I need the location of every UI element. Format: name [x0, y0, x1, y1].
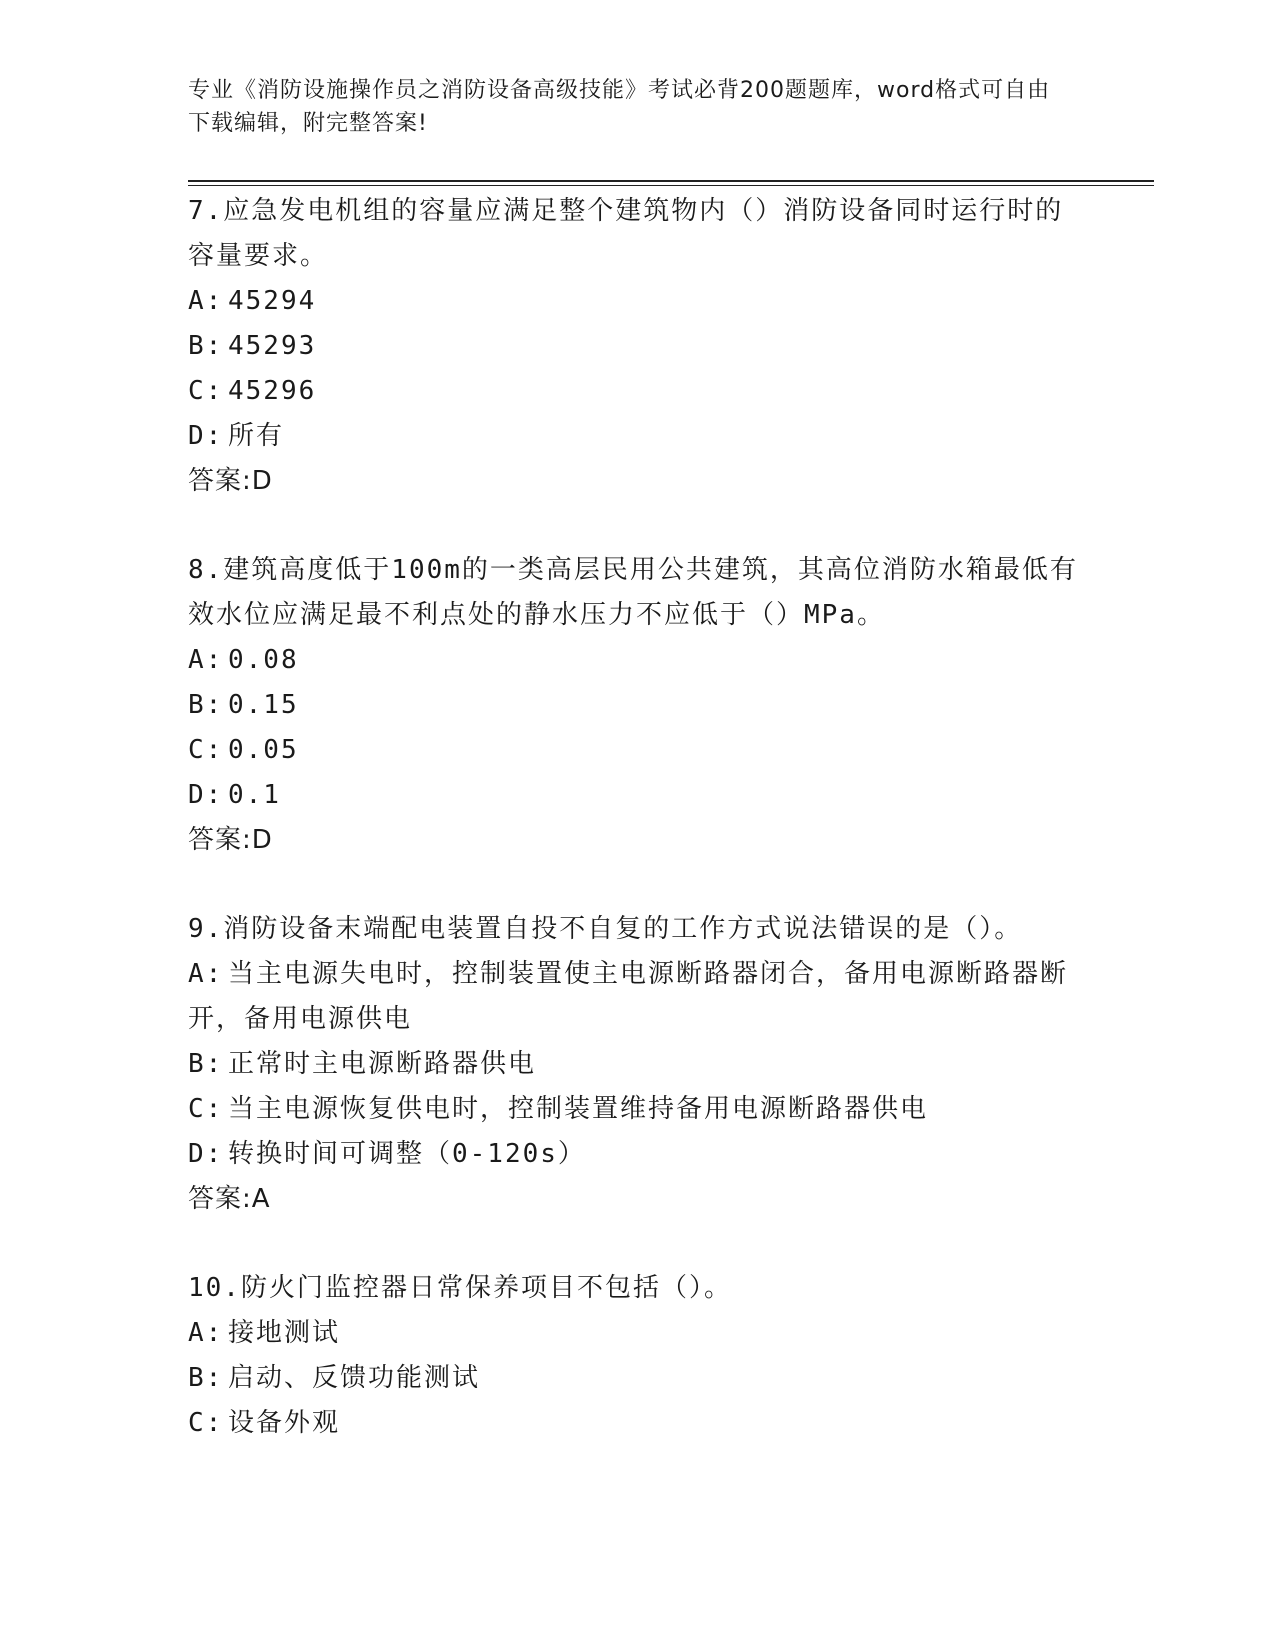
option-text: 所有 — [228, 421, 285, 451]
option-letter: D: — [188, 421, 224, 451]
option-text: 45296 — [228, 376, 317, 406]
answer-value: A — [251, 1184, 271, 1214]
option-b — [188, 1042, 1088, 1087]
option-text: 正常时主电源断路器供电 — [228, 1049, 537, 1079]
option-b — [188, 1356, 1088, 1401]
question-8 — [188, 548, 1088, 863]
option-text: 0.08 — [228, 645, 299, 675]
option-letter: B: — [188, 1363, 224, 1393]
option-text: 0.15 — [228, 690, 299, 720]
question-stem: 10.防火门监控器日常保养项目不包括（）。 — [188, 1273, 732, 1303]
option-letter: C: — [188, 735, 224, 765]
question-stem: 8.建筑高度低于100m的一类高层民用公共建筑，其高位消防水箱最低有效水位应满足最不利点处的静水压力不应低于（）MPa。 — [188, 555, 1078, 630]
option-text: 45293 — [228, 331, 317, 361]
option-letter: A: — [188, 286, 224, 316]
option-text: 设备外观 — [228, 1408, 341, 1438]
option-text: 接地测试 — [228, 1318, 341, 1348]
header-divider-thin — [188, 185, 1154, 186]
option-c — [188, 728, 1088, 773]
option-b — [188, 683, 1088, 728]
option-a — [188, 952, 1088, 1042]
option-c — [188, 1087, 1088, 1132]
option-letter: A: — [188, 645, 224, 675]
option-c — [188, 1401, 1088, 1446]
question-7 — [188, 189, 1088, 504]
option-d — [188, 414, 1088, 459]
option-letter: B: — [188, 1049, 224, 1079]
answer-value: D — [251, 825, 273, 855]
option-letter: C: — [188, 1094, 224, 1124]
option-text: 0.05 — [228, 735, 299, 765]
page-header: 专业《消防设施操作员之消防设备高级技能》考试必背200题题库，word格式可自由下载编辑，附完整答案! — [188, 78, 1051, 136]
answer-value: D — [251, 466, 273, 496]
option-letter: B: — [188, 690, 224, 720]
option-letter: A: — [188, 1318, 224, 1348]
question-stem: 7.应急发电机组的容量应满足整个建筑物内（）消防设备同时运行时的容量要求。 — [188, 196, 1064, 271]
question-list — [188, 189, 1088, 1490]
option-letter: C: — [188, 376, 224, 406]
answer-label: 答案: — [188, 1184, 252, 1214]
option-text: 当主电源恢复供电时，控制装置维持备用电源断路器供电 — [228, 1094, 929, 1124]
option-text: 转换时间可调整（0-120s） — [228, 1139, 586, 1169]
question-9 — [188, 907, 1088, 1222]
option-a — [188, 279, 1088, 324]
answer-line — [188, 818, 1088, 863]
option-letter: D: — [188, 1139, 224, 1169]
option-c — [188, 369, 1088, 414]
option-d — [188, 1132, 1088, 1177]
option-letter: A: — [188, 959, 224, 989]
option-a — [188, 1311, 1088, 1356]
question-10 — [188, 1266, 1088, 1446]
option-text: 45294 — [228, 286, 317, 316]
option-a — [188, 638, 1088, 683]
answer-line — [188, 459, 1088, 504]
option-letter: B: — [188, 331, 224, 361]
answer-label: 答案: — [188, 466, 252, 496]
option-text: 当主电源失电时，控制装置使主电源断路器闭合，备用电源断路器断开，备用电源供电 — [188, 959, 1069, 1034]
answer-label: 答案: — [188, 825, 252, 855]
answer-line — [188, 1177, 1088, 1222]
option-d — [188, 773, 1088, 818]
option-letter: C: — [188, 1408, 224, 1438]
option-text: 启动、反馈功能测试 — [228, 1363, 481, 1393]
option-letter: D: — [188, 780, 224, 810]
option-b — [188, 324, 1088, 369]
question-stem: 9.消防设备末端配电装置自投不自复的工作方式说法错误的是（）。 — [188, 914, 1023, 944]
option-text: 0.1 — [228, 780, 281, 810]
header-divider-thick — [188, 180, 1154, 182]
